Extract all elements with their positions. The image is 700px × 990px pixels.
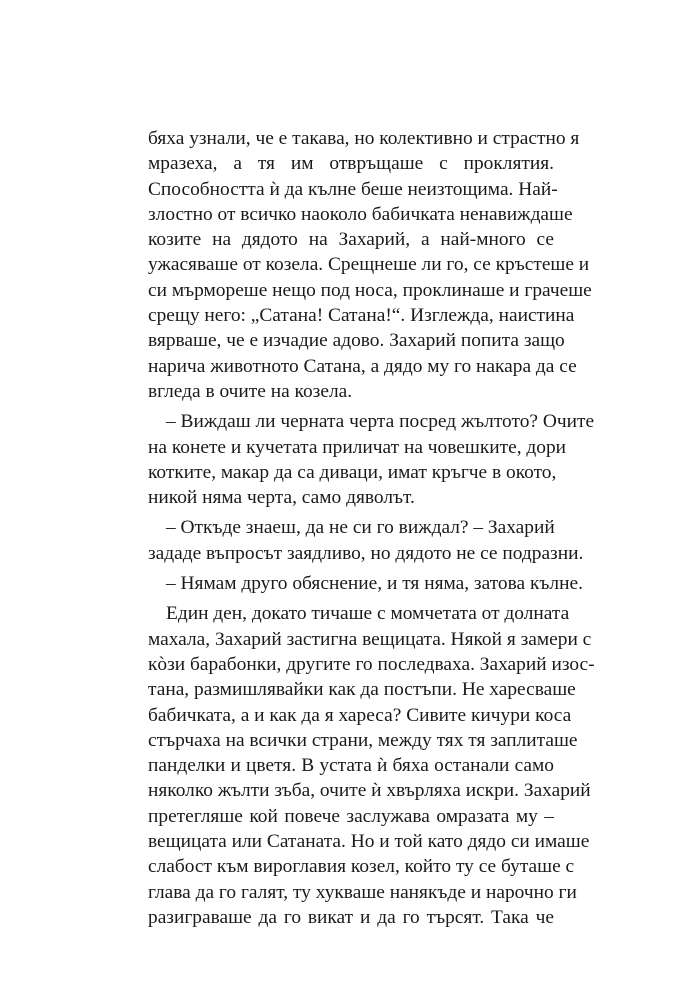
text-line: няколко жълти зъба, очите ѝ хвърляха искри. Захарий bbox=[148, 780, 591, 802]
text-line: Един ден, докато тичаше с момчетата от долната bbox=[166, 603, 570, 625]
text-line: стърчаха на всички страни, между тях тя заплиташе bbox=[148, 729, 578, 751]
text-line: никой няма черта, само дяволът. bbox=[148, 487, 415, 509]
text-line: срещу него: „Сатана! Сатана!“. Изглежда, наистина bbox=[148, 305, 575, 327]
text-line: – Нямам друго обяснение, и тя няма, затова кълне. bbox=[166, 573, 583, 595]
body-text bbox=[148, 126, 595, 930]
text-line: вещицата или Сатаната. Но и той като дядо си имаше bbox=[148, 831, 590, 853]
text-line: махала, Захарий застигна вещицата. Някой я замери с bbox=[148, 628, 592, 650]
text-line: панделки и цветя. В устата ѝ бяха останали само bbox=[148, 755, 554, 777]
text-line: ужасяваше от козела. Срещнеше ли го, се кръстеше и bbox=[148, 254, 590, 276]
text-line: мразеха, а тя им отвръщаше с проклятия. bbox=[148, 153, 554, 175]
text-line: слабост към вироглавия козел, който ту се буташе с bbox=[148, 856, 575, 878]
text-line: разиграваше да го викат и да го търсят. Така че bbox=[148, 906, 554, 928]
text-line: бяха узнали, че е такава, но колективно и страстно я bbox=[148, 128, 580, 149]
text-line: си мърмореше нещо под носа, проклинаше и грачеше bbox=[148, 279, 592, 301]
text-line: козите на дядото на Захарий, а най-много се bbox=[148, 229, 554, 251]
text-line: – Откъде знаеш, да не си го виждал? – Захарий bbox=[166, 517, 555, 539]
text-line: нарича животното Сатана, а дядо му го накара да се bbox=[148, 355, 577, 377]
text-line: глава да го галят, ту хукваше нанякъде и нарочно ги bbox=[148, 881, 577, 903]
text-line: Способността ѝ да кълне беше неизтощима. Най- bbox=[148, 178, 558, 200]
text-line: злостно от всичко наоколо бабичката ненавиждаше bbox=[148, 203, 573, 225]
text-line: кòзи барабонки, другите го последваха. Захарий изос- bbox=[148, 653, 595, 675]
text-line: котките, макар да са диваци, имат кръгче в окото, bbox=[148, 461, 557, 483]
text-line: вярваше, че е изчадие адово. Захарий попита защо bbox=[148, 330, 565, 352]
text-line: претегляше кой повече заслужава омразата му – bbox=[148, 805, 554, 827]
text-line: бабичката, а и как да я хареса? Сивите кичури коса bbox=[148, 704, 572, 726]
text-line: тана, размишлявайки как да постъпи. Не харесваше bbox=[148, 679, 576, 701]
text-line: на конете и кучетата приличат на човешките, дори bbox=[148, 436, 567, 458]
text-line: зададе въпросът заядливо, но дядото не се подразни. bbox=[148, 542, 584, 564]
text-line: вгледа в очите на козела. bbox=[148, 380, 353, 402]
text-line: – Виждаш ли черната черта посред жълтото? Очите bbox=[166, 411, 595, 433]
